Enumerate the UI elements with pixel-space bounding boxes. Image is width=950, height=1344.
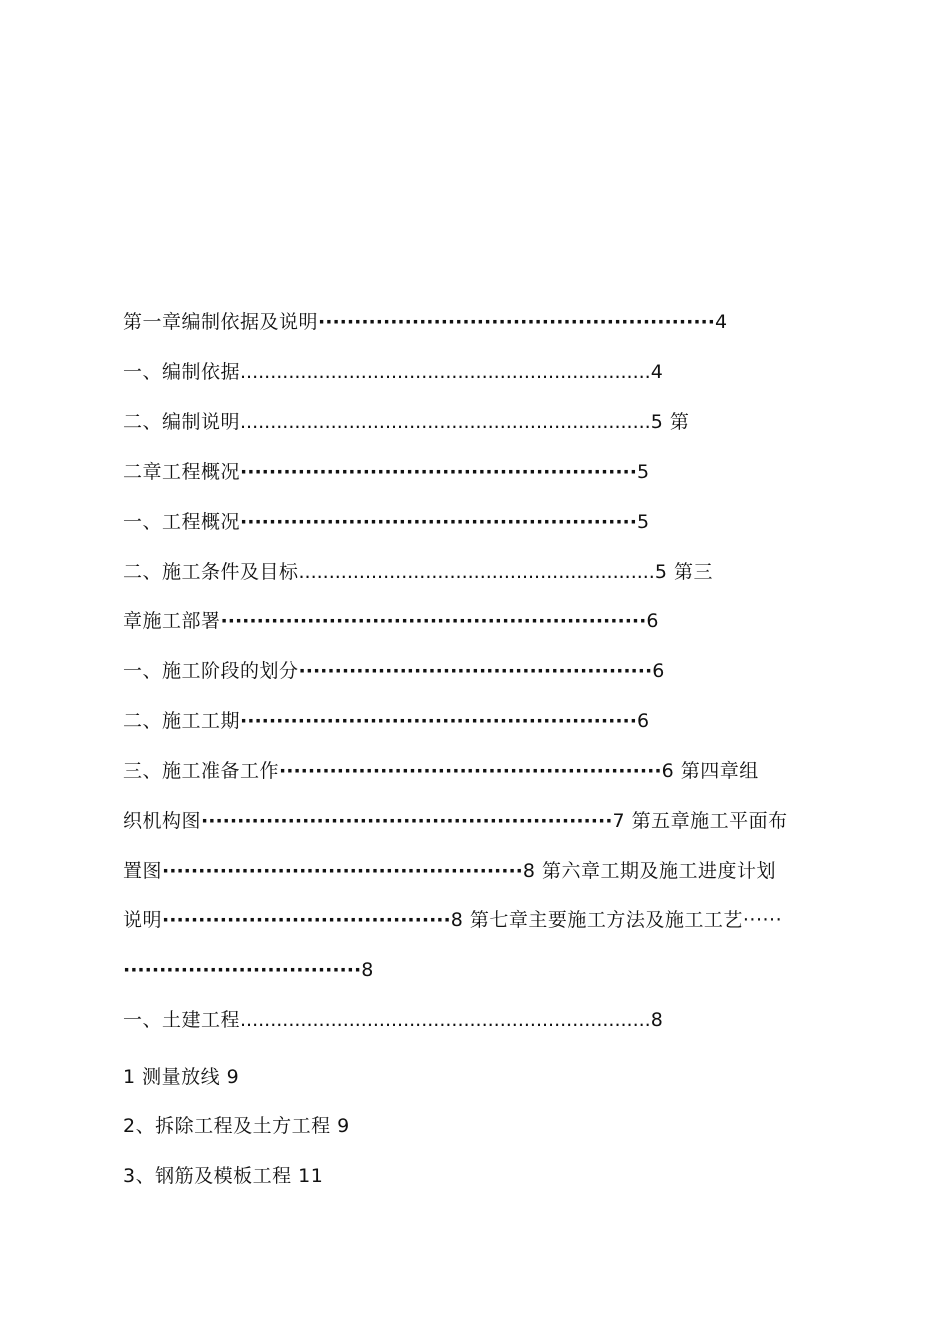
toc-entry[interactable] xyxy=(123,706,650,736)
toc-entry-title: 二、施工工期 xyxy=(123,710,241,732)
toc-page-number: 5 xyxy=(650,411,664,433)
toc-entry[interactable] xyxy=(123,806,788,836)
toc-leader: ········································ xyxy=(162,909,451,931)
toc-entry[interactable] xyxy=(123,457,650,487)
toc-page-number: 8 xyxy=(650,1009,664,1031)
toc-subentry[interactable]: 1 测量放线 9 xyxy=(123,1066,240,1088)
toc-entry-title: 二章工程概况 xyxy=(123,461,241,483)
toc-entry[interactable] xyxy=(123,656,665,686)
toc-leader: ······················································· xyxy=(240,461,637,483)
toc-entry-title: 一、土建工程 xyxy=(123,1009,241,1031)
toc-leader: ························································· xyxy=(201,810,613,832)
toc-leader: ················································· xyxy=(298,660,653,682)
toc-page-number: 6 xyxy=(646,610,659,632)
toc-entry-title: 第一章编制依据及说明 xyxy=(123,311,319,333)
toc-entry[interactable] xyxy=(123,557,713,587)
toc-page-number: 6 xyxy=(661,760,675,782)
toc-leader: .................................................................... xyxy=(240,1009,651,1031)
toc-wrapped-text: 第三 xyxy=(667,561,713,583)
toc-page-number: 5 xyxy=(637,511,650,533)
toc-entry-title: 一、施工阶段的划分 xyxy=(123,660,299,682)
toc-entry[interactable] xyxy=(123,905,782,935)
toc-leader: .................................................................... xyxy=(240,411,651,433)
toc-entry-title: 三、施工准备工作 xyxy=(123,760,280,782)
toc-subentry[interactable]: 3、钢筋及模板工程 11 xyxy=(123,1165,324,1187)
toc-entry-title: 二、编制说明 xyxy=(123,411,241,433)
toc-subentry[interactable]: 2、拆除工程及土方工程 9 xyxy=(123,1115,350,1137)
toc-entry[interactable] xyxy=(123,856,776,886)
toc-page-number: 8 xyxy=(361,959,374,981)
toc-wrapped-text: 第五章施工平面布 xyxy=(625,810,788,832)
toc-page-number: 5 xyxy=(654,561,668,583)
toc-entry[interactable] xyxy=(123,507,650,537)
toc-wrapped-text: 第七章主要施工方法及施工工艺······ xyxy=(463,909,783,931)
toc-leader: ····················································· xyxy=(279,760,662,782)
toc-leader: ······················································· xyxy=(240,511,637,533)
toc-entry-title: 织机构图 xyxy=(123,810,202,832)
toc-entry[interactable] xyxy=(123,357,663,387)
toc-wrapped-text: 第四章组 xyxy=(674,760,759,782)
toc-wrapped-text: 第六章工期及施工进度计划 xyxy=(535,860,777,882)
toc-entry-title: 一、编制依据 xyxy=(123,361,241,383)
toc-leader: ································· xyxy=(123,959,362,981)
toc-entry[interactable] xyxy=(123,1005,663,1035)
toc-page-number: 4 xyxy=(715,311,728,333)
toc-leader: .................................................................... xyxy=(240,361,651,383)
toc-page-number: 8 xyxy=(450,909,464,931)
toc-leader: ······················································· xyxy=(318,311,715,333)
toc-entry[interactable] xyxy=(123,756,759,786)
toc-entry-title: 说明 xyxy=(123,909,163,931)
toc-page-number: 4 xyxy=(650,361,664,383)
toc-entry[interactable] xyxy=(123,606,659,636)
toc-leader: ··························································· xyxy=(220,610,647,632)
toc-leader: ........................................................... xyxy=(298,561,655,583)
toc-entry-title: 一、工程概况 xyxy=(123,511,241,533)
toc-page-number: 8 xyxy=(522,860,536,882)
toc-leader: ······················································· xyxy=(240,710,637,732)
toc-entry[interactable] xyxy=(123,407,689,437)
toc-page-number: 5 xyxy=(637,461,650,483)
toc-wrapped-text: 第 xyxy=(663,411,690,433)
toc-page-number: 6 xyxy=(637,710,650,732)
toc-page-number: 7 xyxy=(612,810,626,832)
toc-entry-title: 章施工部署 xyxy=(123,610,221,632)
toc-entry[interactable] xyxy=(123,955,374,985)
toc-page-number: 6 xyxy=(652,660,665,682)
toc-entry-title: 二、施工条件及目标 xyxy=(123,561,299,583)
toc-leader: ·················································· xyxy=(162,860,523,882)
toc-entry[interactable] xyxy=(123,307,728,337)
toc-entry-title: 置图 xyxy=(123,860,163,882)
